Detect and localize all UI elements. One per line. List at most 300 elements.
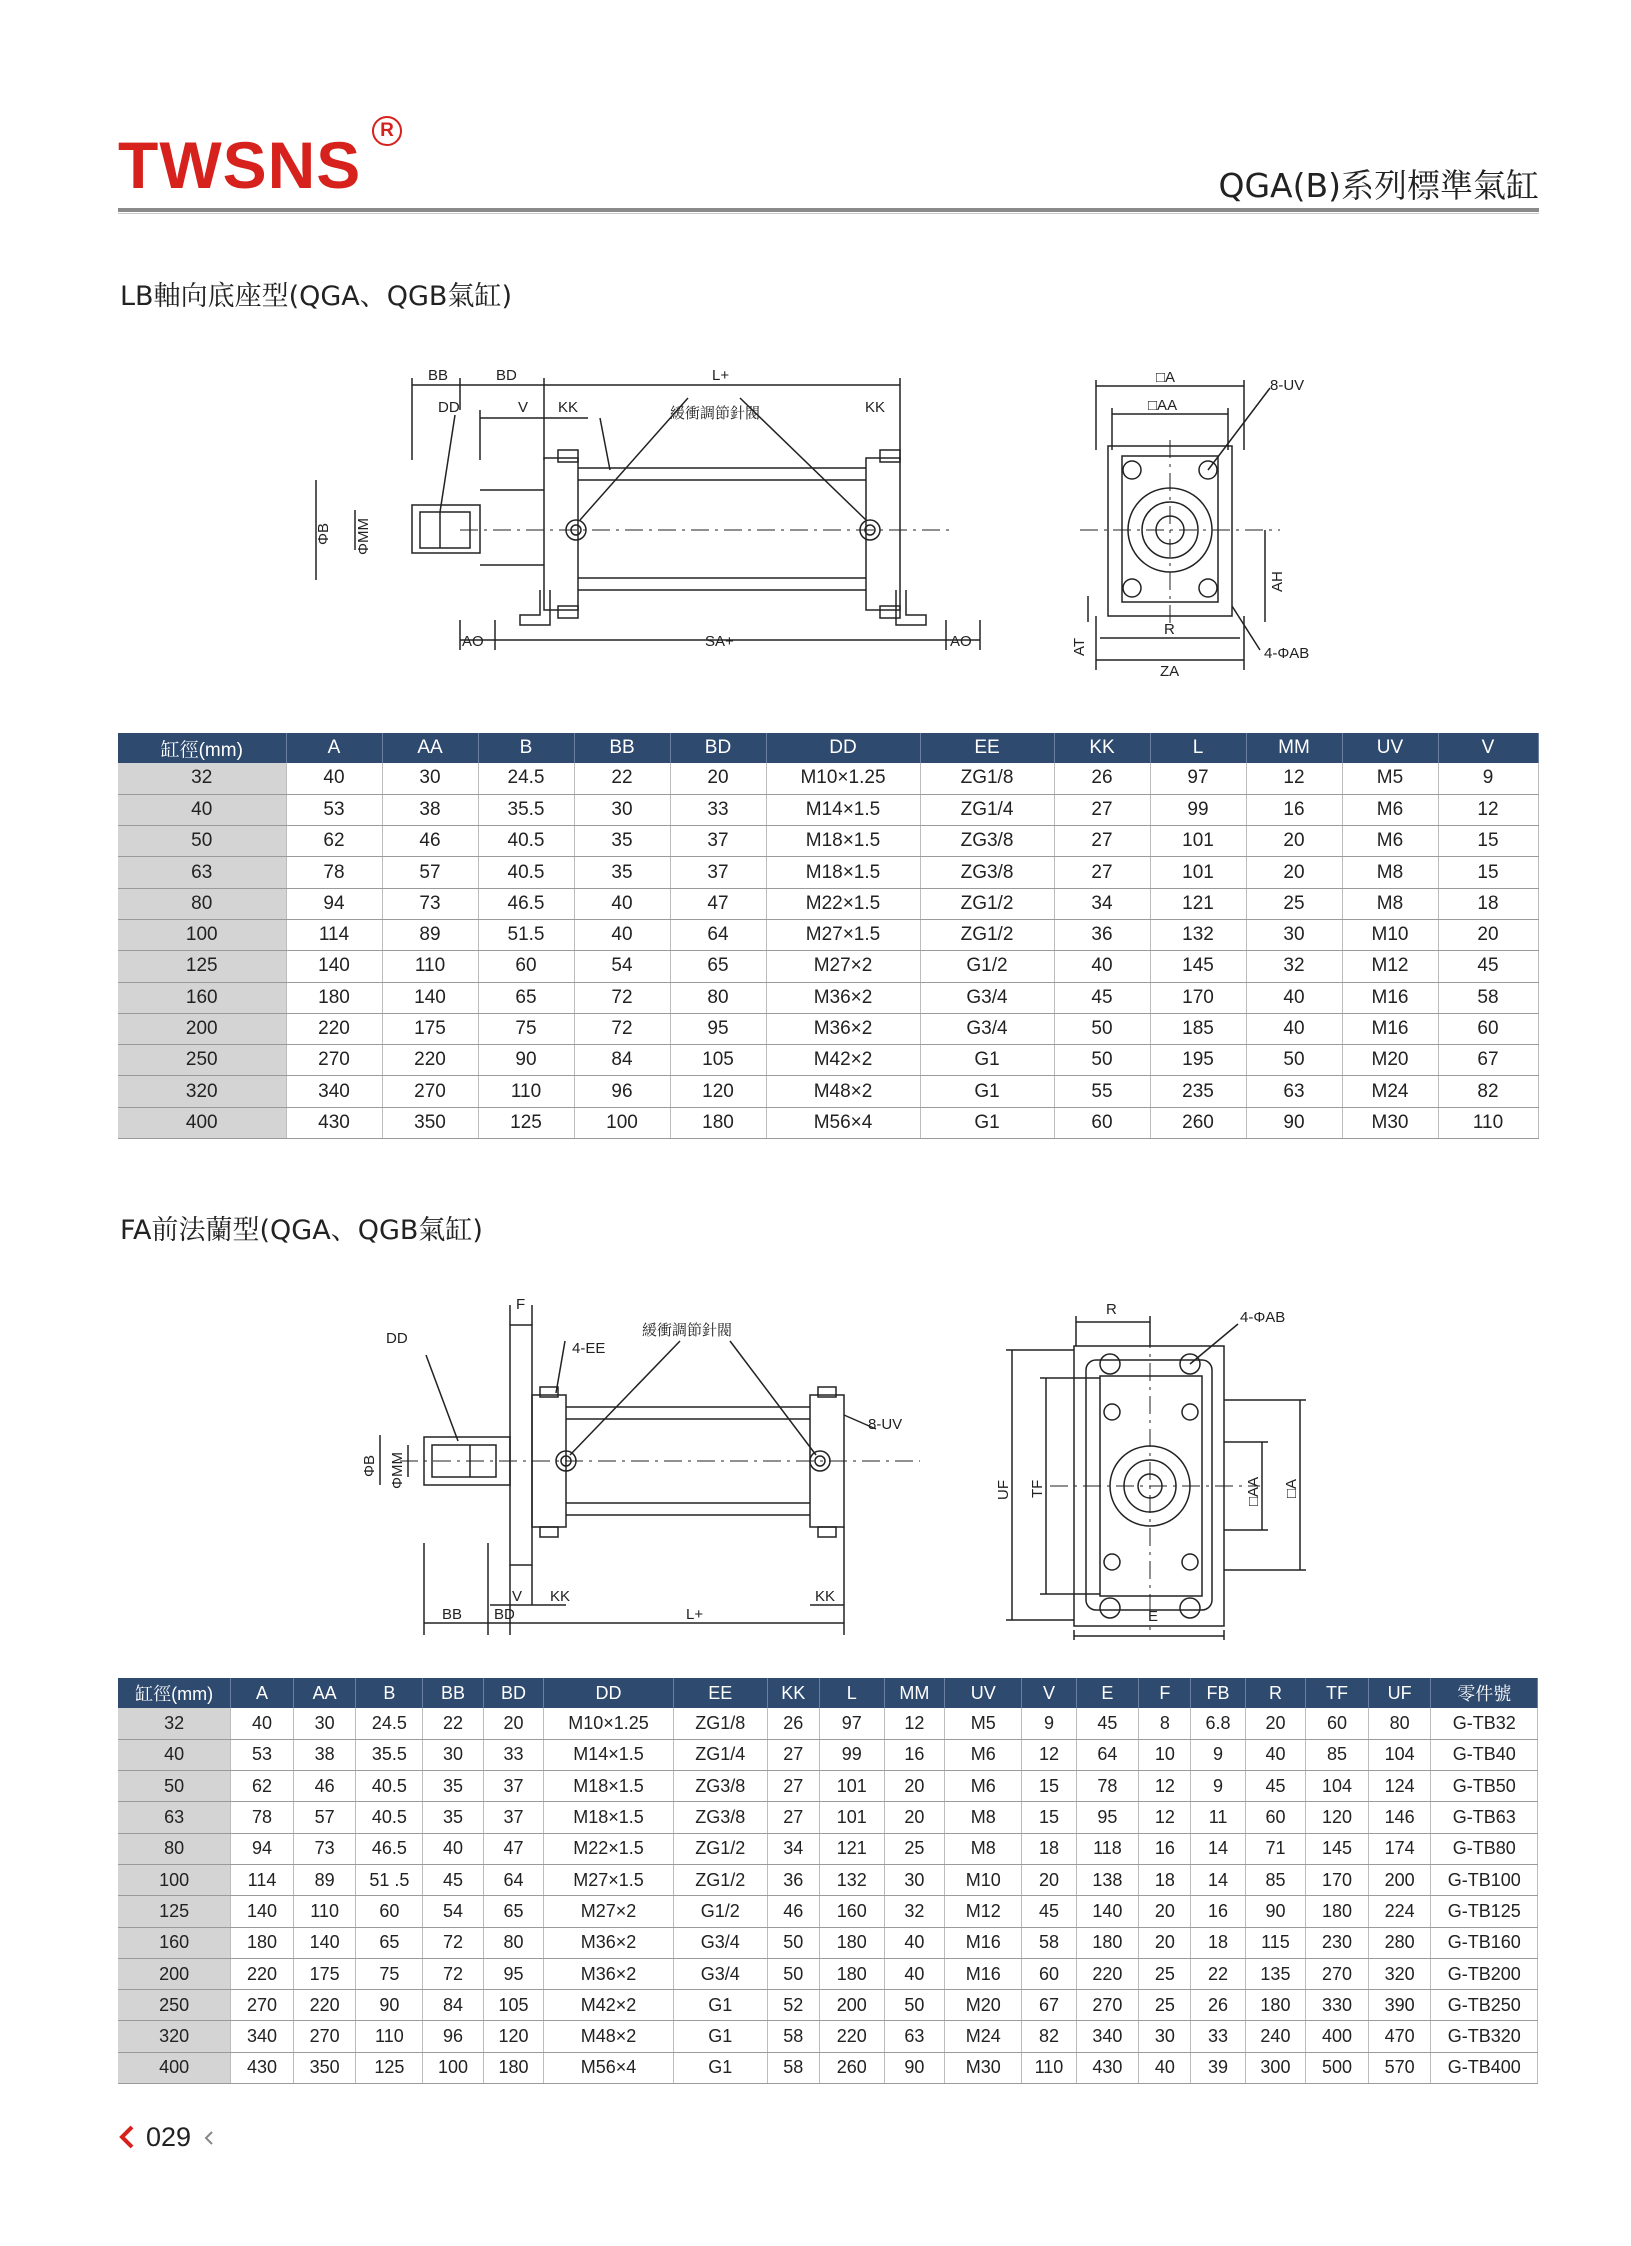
table-cell: 45	[423, 1864, 484, 1895]
table-cell: 145	[1150, 951, 1246, 982]
table-cell: 46.5	[356, 1833, 423, 1864]
table-cell: 33	[670, 794, 766, 825]
table-cell: 175	[382, 1013, 478, 1044]
dim-label-uf: UF	[995, 1480, 1012, 1500]
table-cell: 95	[483, 1958, 544, 1989]
table-cell: 12	[884, 1708, 945, 1739]
table-cell: 65	[483, 1896, 544, 1927]
table-cell: 47	[670, 888, 766, 919]
table-row	[118, 826, 1538, 857]
table-cell: 26	[1191, 1990, 1245, 2021]
column-header: A	[231, 1678, 294, 1708]
table-cell: 96	[574, 1076, 670, 1107]
table-cell: 20	[1245, 1708, 1306, 1739]
table-cell: 220	[1076, 1958, 1139, 1989]
table-cell: 40.5	[356, 1802, 423, 1833]
chevron-left-small-icon	[204, 2130, 214, 2146]
table-cell: G-TB63	[1431, 1802, 1538, 1833]
table-cell: ZG1/2	[920, 919, 1054, 950]
bore-cell: 160	[118, 1927, 231, 1958]
table-cell: 500	[1306, 2052, 1369, 2083]
column-header: 零件號	[1431, 1678, 1538, 1708]
table-cell: 30	[884, 1864, 945, 1895]
table-cell: 110	[1438, 1107, 1538, 1138]
table-cell: 8	[1139, 1708, 1191, 1739]
table-cell: 270	[1076, 1990, 1139, 2021]
table-cell: 26	[767, 1708, 819, 1739]
table-cell: 9	[1191, 1771, 1245, 1802]
table-cell: 270	[1306, 1958, 1369, 1989]
table-cell: 54	[423, 1896, 484, 1927]
table-cell: 180	[483, 2052, 544, 2083]
table-cell: 224	[1368, 1896, 1431, 1927]
table-cell: 84	[574, 1045, 670, 1076]
table-cell: G3/4	[920, 982, 1054, 1013]
table-cell: 110	[382, 951, 478, 982]
table-cell: 100	[423, 2052, 484, 2083]
table-cell: M8	[945, 1802, 1022, 1833]
dim-label-8-uv: 8-UV	[1270, 377, 1305, 394]
table-cell: M18×1.5	[544, 1771, 673, 1802]
table-cell: 60	[356, 1896, 423, 1927]
table-row	[118, 1864, 1538, 1895]
table-cell: 260	[819, 2052, 884, 2083]
table-cell: ZG1/4	[920, 794, 1054, 825]
table-cell: M36×2	[544, 1958, 673, 1989]
dim-label-za: ZA	[1160, 663, 1180, 680]
table-cell: 174	[1368, 1833, 1431, 1864]
table-cell: 52	[767, 1990, 819, 2021]
table-cell: 121	[819, 1833, 884, 1864]
table-cell: 101	[1150, 826, 1246, 857]
column-header: E	[1076, 1678, 1139, 1708]
table-cell: 20	[1246, 857, 1342, 888]
table-cell: 105	[483, 1990, 544, 2021]
table-cell: 27	[767, 1771, 819, 1802]
table-cell: M10	[945, 1864, 1022, 1895]
table-cell: 51.5	[478, 919, 574, 950]
table-cell: M27×1.5	[544, 1864, 673, 1895]
table-row	[118, 888, 1538, 919]
table-cell: M36×2	[766, 982, 920, 1013]
table-cell: 200	[819, 1990, 884, 2021]
table-cell: 25	[1139, 1958, 1191, 1989]
table-cell: M30	[945, 2052, 1022, 2083]
column-header: B	[356, 1678, 423, 1708]
table-cell: 175	[293, 1958, 356, 1989]
table-cell: 50	[1054, 1013, 1150, 1044]
table-cell: G1	[673, 2052, 767, 2083]
column-header: F	[1139, 1678, 1191, 1708]
table-cell: 90	[1245, 1896, 1306, 1927]
dim-label-tf: TF	[1029, 1479, 1046, 1498]
table-cell: M22×1.5	[544, 1833, 673, 1864]
table-row	[118, 1833, 1538, 1864]
column-header: MM	[1246, 733, 1342, 763]
dim-label-4-ee: 4-EE	[572, 1340, 606, 1357]
table-row	[118, 794, 1538, 825]
table-cell: 45	[1438, 951, 1538, 982]
table-cell: 54	[574, 951, 670, 982]
dim-label-v: V	[518, 399, 529, 416]
table-cell: 390	[1368, 1990, 1431, 2021]
table-cell: M24	[1342, 1076, 1438, 1107]
table-cell: M36×2	[766, 1013, 920, 1044]
bore-cell: 80	[118, 888, 286, 919]
dim-label-dd: DD	[438, 399, 460, 416]
dim-label-phi-mm: ΦMM	[355, 518, 372, 555]
table-cell: G1	[673, 2021, 767, 2052]
table-cell: 37	[483, 1771, 544, 1802]
table-cell: 101	[819, 1771, 884, 1802]
table-cell: 240	[1245, 2021, 1306, 2052]
table-cell: M27×2	[544, 1896, 673, 1927]
table-cell: M27×2	[766, 951, 920, 982]
table-row	[118, 1076, 1538, 1107]
brand-logo: TWSNS	[118, 128, 362, 202]
table-cell: 270	[293, 2021, 356, 2052]
table-cell: 570	[1368, 2052, 1431, 2083]
table-cell: 16	[1246, 794, 1342, 825]
bore-cell: 200	[118, 1958, 231, 1989]
table-cell: 46.5	[478, 888, 574, 919]
table-cell: 40	[574, 888, 670, 919]
chevron-left-icon	[118, 2124, 136, 2150]
table-cell: 18	[1022, 1833, 1076, 1864]
table-row	[118, 951, 1538, 982]
table-cell: 145	[1306, 1833, 1369, 1864]
table-cell: M24	[945, 2021, 1022, 2052]
table-cell: 101	[819, 1802, 884, 1833]
registered-mark: R	[372, 116, 402, 146]
table-row	[118, 1896, 1538, 1927]
column-header: BD	[670, 733, 766, 763]
table-cell: 40	[574, 919, 670, 950]
dim-label-ah: AH	[1269, 571, 1286, 592]
bore-cell: 400	[118, 2052, 231, 2083]
table-cell: 27	[1054, 794, 1150, 825]
bore-cell: 125	[118, 1896, 231, 1927]
table-cell: 78	[1076, 1771, 1139, 1802]
table-cell: 20	[1022, 1864, 1076, 1895]
table-cell: 330	[1306, 1990, 1369, 2021]
column-header: KK	[767, 1678, 819, 1708]
column-header: AA	[382, 733, 478, 763]
table-cell: M5	[945, 1708, 1022, 1739]
column-header: BB	[423, 1678, 484, 1708]
dim-label-kk-left: KK	[558, 399, 579, 416]
table-cell: 180	[819, 1958, 884, 1989]
bore-cell: 250	[118, 1045, 286, 1076]
dim-label-bd: BD	[494, 1606, 515, 1623]
table-cell: 40	[884, 1927, 945, 1958]
table-cell: 40.5	[478, 826, 574, 857]
table-cell: 220	[819, 2021, 884, 2052]
bore-cell: 32	[118, 1708, 231, 1739]
table-cell: G-TB32	[1431, 1708, 1538, 1739]
table-cell: 105	[670, 1045, 766, 1076]
table-cell: 50	[1246, 1045, 1342, 1076]
table-cell: 140	[293, 1927, 356, 1958]
bore-cell: 50	[118, 826, 286, 857]
column-header: UV	[1342, 733, 1438, 763]
table-cell: 11	[1191, 1802, 1245, 1833]
dim-label-ao-left: AO	[462, 633, 484, 650]
table-cell: 280	[1368, 1927, 1431, 1958]
bore-cell: 40	[118, 794, 286, 825]
bore-cell: 320	[118, 2021, 231, 2052]
table-cell: 24.5	[356, 1708, 423, 1739]
dim-label-8-uv: 8-UV	[868, 1416, 903, 1433]
dim-label-r: R	[1164, 621, 1175, 638]
table-cell: 89	[382, 919, 478, 950]
table-cell: 78	[286, 857, 382, 888]
dim-label-r: R	[1106, 1301, 1117, 1318]
table-cell: 18	[1191, 1927, 1245, 1958]
table-cell: 95	[670, 1013, 766, 1044]
table-cell: G1	[920, 1107, 1054, 1138]
bore-cell: 125	[118, 951, 286, 982]
table-cell: M6	[945, 1739, 1022, 1770]
table-cell: 58	[767, 2052, 819, 2083]
table-cell: 185	[1150, 1013, 1246, 1044]
table-cell: 38	[382, 794, 478, 825]
dim-label-v: V	[512, 1588, 523, 1605]
header-divider-thin	[118, 213, 1539, 214]
table-cell: M42×2	[544, 1990, 673, 2021]
table-cell: 65	[478, 982, 574, 1013]
table-cell: 58	[767, 2021, 819, 2052]
table-row	[118, 1739, 1538, 1770]
table-cell: 20	[1438, 919, 1538, 950]
column-header: MM	[884, 1678, 945, 1708]
bore-cell: 63	[118, 857, 286, 888]
table-cell: G-TB80	[1431, 1833, 1538, 1864]
table-cell: 220	[286, 1013, 382, 1044]
bore-cell: 100	[118, 919, 286, 950]
table-cell: 180	[1076, 1927, 1139, 1958]
table-row	[118, 982, 1538, 1013]
table-cell: M12	[945, 1896, 1022, 1927]
table-cell: M10	[1342, 919, 1438, 950]
table-cell: 45	[1022, 1896, 1076, 1927]
table-cell: 50	[767, 1958, 819, 1989]
table-cell: 51 .5	[356, 1864, 423, 1895]
table-cell: 160	[819, 1896, 884, 1927]
table-cell: 180	[819, 1927, 884, 1958]
dim-label-dd: DD	[386, 1330, 408, 1347]
dim-label-sa-plus: SA+	[705, 633, 734, 650]
table-cell: 60	[478, 951, 574, 982]
page-number: 029	[146, 2122, 192, 2152]
column-header: L	[1150, 733, 1246, 763]
table-cell: 110	[478, 1076, 574, 1107]
table-cell: G-TB250	[1431, 1990, 1538, 2021]
table-cell: 146	[1368, 1802, 1431, 1833]
lb-spec-table	[118, 733, 1539, 1139]
table-cell: 25	[1139, 1990, 1191, 2021]
table-cell: ZG3/8	[920, 826, 1054, 857]
table-cell: 37	[670, 857, 766, 888]
table-row	[118, 919, 1538, 950]
table-cell: 25	[884, 1833, 945, 1864]
table-cell: 35	[574, 826, 670, 857]
table-cell: 14	[1191, 1833, 1245, 1864]
column-header: KK	[1054, 733, 1150, 763]
table-cell: M16	[945, 1958, 1022, 1989]
table-cell: M6	[1342, 794, 1438, 825]
table-cell: 89	[293, 1864, 356, 1895]
table-cell: M14×1.5	[766, 794, 920, 825]
table-cell: 35	[423, 1771, 484, 1802]
table-cell: 40	[1139, 2052, 1191, 2083]
table-cell: M27×1.5	[766, 919, 920, 950]
table-cell: 26	[1054, 763, 1150, 794]
table-cell: 110	[1022, 2052, 1076, 2083]
column-header: BD	[483, 1678, 544, 1708]
bore-cell: 250	[118, 1990, 231, 2021]
table-cell: ZG1/8	[673, 1708, 767, 1739]
table-cell: 101	[1150, 857, 1246, 888]
table-cell: 180	[286, 982, 382, 1013]
dim-label-l-plus: L+	[712, 367, 730, 384]
table-cell: 73	[293, 1833, 356, 1864]
table-cell: 62	[286, 826, 382, 857]
lb-end-view-drawing	[1060, 360, 1360, 680]
table-cell: 40	[231, 1708, 294, 1739]
table-cell: 80	[483, 1927, 544, 1958]
bore-cell: 80	[118, 1833, 231, 1864]
table-cell: 14	[1191, 1864, 1245, 1895]
table-cell: 58	[1438, 982, 1538, 1013]
dim-label-4-ab: 4-ΦAB	[1264, 645, 1310, 662]
table-cell: 78	[231, 1802, 294, 1833]
table-cell: M5	[1342, 763, 1438, 794]
table-cell: ZG1/2	[673, 1833, 767, 1864]
table-cell: 118	[1076, 1833, 1139, 1864]
table-cell: 260	[1150, 1107, 1246, 1138]
dim-label-aa: □AA	[1245, 1476, 1262, 1506]
table-cell: 140	[382, 982, 478, 1013]
column-header: TF	[1306, 1678, 1369, 1708]
table-cell: 20	[1139, 1927, 1191, 1958]
table-row	[118, 1708, 1538, 1739]
table-cell: 15	[1438, 857, 1538, 888]
table-cell: 30	[1139, 2021, 1191, 2052]
section-title-lb: LB軸向底座型(QGA、QGB氣缸)	[120, 281, 512, 312]
table-cell: G-TB320	[1431, 2021, 1538, 2052]
table-cell: 50	[767, 1927, 819, 1958]
table-cell: 270	[382, 1076, 478, 1107]
table-cell: 40	[884, 1958, 945, 1989]
table-cell: 120	[670, 1076, 766, 1107]
table-cell: 180	[231, 1927, 294, 1958]
table-cell: 230	[1306, 1927, 1369, 1958]
table-cell: M10×1.25	[544, 1708, 673, 1739]
table-cell: 12	[1438, 794, 1538, 825]
dim-label-e: E	[1148, 1608, 1159, 1625]
table-cell: 73	[382, 888, 478, 919]
bore-cell: 200	[118, 1013, 286, 1044]
table-cell: 180	[1306, 1896, 1369, 1927]
table-cell: 121	[1150, 888, 1246, 919]
table-cell: 40.5	[356, 1771, 423, 1802]
dim-label-kk-left: KK	[550, 1588, 571, 1605]
column-header: L	[819, 1678, 884, 1708]
table-cell: G-TB125	[1431, 1896, 1538, 1927]
table-cell: G-TB50	[1431, 1771, 1538, 1802]
table-cell: 39	[1191, 2052, 1245, 2083]
table-row	[118, 1045, 1538, 1076]
table-cell: 60	[1306, 1708, 1369, 1739]
table-cell: 30	[423, 1739, 484, 1770]
table-cell: 40	[1054, 951, 1150, 982]
table-cell: 180	[1245, 1990, 1306, 2021]
table-cell: 25	[1246, 888, 1342, 919]
table-cell: 67	[1438, 1045, 1538, 1076]
table-cell: 20	[483, 1708, 544, 1739]
table-cell: 35.5	[478, 794, 574, 825]
dim-label-kk-right: KK	[865, 399, 886, 416]
bore-cell: 50	[118, 1771, 231, 1802]
table-cell: 270	[231, 1990, 294, 2021]
cushion-needle-valve-label: 緩衝調節針閥	[642, 1322, 733, 1339]
table-cell: 57	[382, 857, 478, 888]
table-cell: M6	[945, 1771, 1022, 1802]
table-cell: 125	[478, 1107, 574, 1138]
table-cell: 350	[293, 2052, 356, 2083]
table-cell: 220	[293, 1990, 356, 2021]
table-cell: 110	[293, 1896, 356, 1927]
table-cell: M14×1.5	[544, 1739, 673, 1770]
table-cell: 220	[382, 1045, 478, 1076]
table-cell: 104	[1368, 1739, 1431, 1770]
table-cell: 64	[1076, 1739, 1139, 1770]
table-cell: M36×2	[544, 1927, 673, 1958]
table-cell: M48×2	[544, 2021, 673, 2052]
table-cell: M10×1.25	[766, 763, 920, 794]
table-cell: 32	[884, 1896, 945, 1927]
dim-label-ao-right: AO	[950, 633, 972, 650]
column-header: V	[1438, 733, 1538, 763]
table-cell: 270	[286, 1045, 382, 1076]
column-header: UF	[1368, 1678, 1431, 1708]
table-cell: 132	[1150, 919, 1246, 950]
dim-label-kk-right: KK	[815, 1588, 836, 1605]
dim-label-4-ab: 4-ΦAB	[1240, 1309, 1286, 1326]
table-cell: M18×1.5	[766, 826, 920, 857]
table-cell: M8	[1342, 857, 1438, 888]
table-row	[118, 1771, 1538, 1802]
table-cell: 170	[1150, 982, 1246, 1013]
table-cell: 90	[478, 1045, 574, 1076]
table-cell: 195	[1150, 1045, 1246, 1076]
table-cell: 65	[356, 1927, 423, 1958]
table-cell: 22	[423, 1708, 484, 1739]
table-cell: 27	[1054, 857, 1150, 888]
table-cell: 55	[1054, 1076, 1150, 1107]
table-cell: G3/4	[920, 1013, 1054, 1044]
table-cell: ZG3/8	[673, 1771, 767, 1802]
table-cell: 22	[1191, 1958, 1245, 1989]
dim-label-phi-mm: ΦMM	[389, 1452, 406, 1489]
column-header: FB	[1191, 1678, 1245, 1708]
dim-label-bd: BD	[496, 367, 517, 384]
table-cell: 50	[1054, 1045, 1150, 1076]
table-row	[118, 1990, 1538, 2021]
table-cell: 18	[1438, 888, 1538, 919]
table-cell: 46	[293, 1771, 356, 1802]
